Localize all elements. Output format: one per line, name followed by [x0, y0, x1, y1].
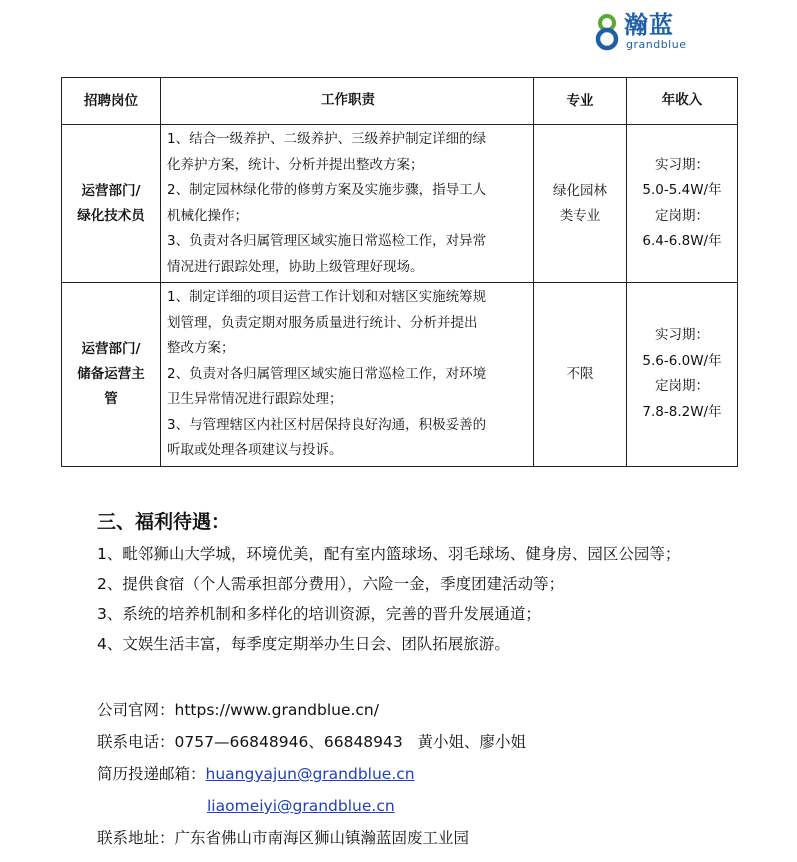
website-label: 公司官网：	[97, 701, 175, 719]
income-line: 7.8-8.2W/年	[642, 403, 722, 420]
header-major: 专业	[534, 78, 627, 125]
position-line: 绿化技术员	[77, 207, 145, 224]
list-item: 3、系统的培养机制和多样化的培训资源，完善的晋升发展通道；	[97, 605, 541, 623]
duty-line: 机械化操作；	[167, 207, 248, 224]
position-line: 运营部门/	[81, 182, 141, 199]
contact-persons: 黄小姐、廖小姐	[417, 733, 527, 751]
major-line: 不限	[566, 365, 594, 382]
list-item: 4、文娱生活丰富，每季度定期举办生日会、团队拓展旅游。	[97, 635, 510, 653]
income-line: 实习期：	[655, 156, 709, 173]
phone-numbers: 0757—66848946、66848943	[174, 733, 403, 751]
address-text: 广东省佛山市南海区狮山镇瀚蓝固废工业园	[174, 829, 470, 847]
duty-line: 1、制定详细的项目运营工作计划和对辖区实施统筹规	[167, 289, 487, 305]
income-line: 定岗期：	[655, 378, 709, 395]
position-line: 储备运营主	[77, 365, 145, 382]
duty-line: 1、结合一级养护、二级养护、三级养护制定详细的绿	[167, 131, 487, 147]
header-income: 年收入	[627, 78, 738, 125]
duties-cell	[161, 283, 534, 467]
phone-label: 联系电话：	[97, 733, 175, 751]
contact-info	[97, 694, 526, 854]
phone-line	[97, 726, 526, 758]
income-line: 5.6-6.0W/年	[642, 352, 722, 369]
duty-line: 划管理，负责定期对服务质量进行统计、分析并提出	[167, 314, 478, 331]
duty-line: 2、制定园林绿化带的修剪方案及实施步骤，指导工人	[167, 182, 487, 198]
email-line-2	[97, 790, 526, 822]
duty-line: 整改方案；	[167, 340, 235, 356]
table-row	[62, 125, 738, 283]
major-line: 绿化园林	[553, 182, 607, 199]
income-line: 定岗期：	[655, 207, 709, 224]
duty-line: 3、负责对各归属管理区域实施日常巡检工作，对异常	[167, 233, 487, 249]
duty-line: 2、负责对各归属管理区域实施日常巡检工作，对环境	[167, 365, 487, 382]
benefits-list	[97, 539, 680, 659]
website-line	[97, 694, 526, 726]
duty-line: 3、与管理辖区内社区村居保持良好沟通，积极妥善的	[167, 416, 487, 433]
duty-line: 情况进行跟踪处理，协助上级管理好现场。	[167, 258, 424, 275]
job-table	[61, 77, 738, 467]
list-item: 1、毗邻狮山大学城，环境优美，配有室内篮球场、羽毛球场、健身房、园区公园等；	[97, 545, 681, 563]
email-line	[97, 758, 526, 790]
income-line: 5.0-5.4W/年	[642, 182, 722, 198]
major-cell	[534, 283, 627, 467]
duty-line: 听取或处理各项建议与投诉。	[167, 442, 343, 458]
email-link-1[interactable]: huangyajun@grandblue.cn	[205, 765, 415, 783]
address-line	[97, 822, 526, 854]
email-label: 简历投递邮箱：	[97, 765, 206, 783]
income-line: 实习期：	[655, 327, 709, 344]
position-cell	[62, 283, 161, 467]
email-link-2[interactable]: liaomeiyi@grandblue.cn	[207, 797, 395, 815]
benefits-heading: 三、福利待遇：	[97, 511, 231, 533]
website-text: https://www.grandblue.cn/	[174, 701, 379, 719]
position-line: 运营部门/	[81, 340, 141, 357]
header-position: 招聘岗位	[62, 78, 161, 125]
logo-mark-icon	[594, 12, 620, 52]
duty-line: 卫生异常情况进行跟踪处理；	[167, 391, 343, 407]
header-duties: 工作职责	[161, 78, 534, 125]
position-cell	[62, 125, 161, 283]
income-cell	[627, 125, 738, 283]
major-line: 类专业	[559, 207, 601, 224]
table-row	[62, 283, 738, 467]
company-logo	[594, 10, 704, 54]
position-line: 管	[104, 390, 118, 407]
logo-english-name: grandblue	[626, 38, 687, 51]
address-label: 联系地址：	[97, 829, 175, 847]
income-line: 6.4-6.8W/年	[642, 233, 722, 249]
duties-cell	[161, 125, 534, 283]
table-header-row	[62, 78, 738, 125]
major-cell	[534, 125, 627, 283]
duty-line: 化养护方案，统计、分析并提出整改方案；	[167, 156, 424, 173]
income-cell	[627, 283, 738, 467]
logo-chinese-name: 瀚蓝	[624, 11, 674, 39]
list-item: 2、提供食宿（个人需承担部分费用），六险一金，季度团建活动等；	[97, 575, 565, 593]
